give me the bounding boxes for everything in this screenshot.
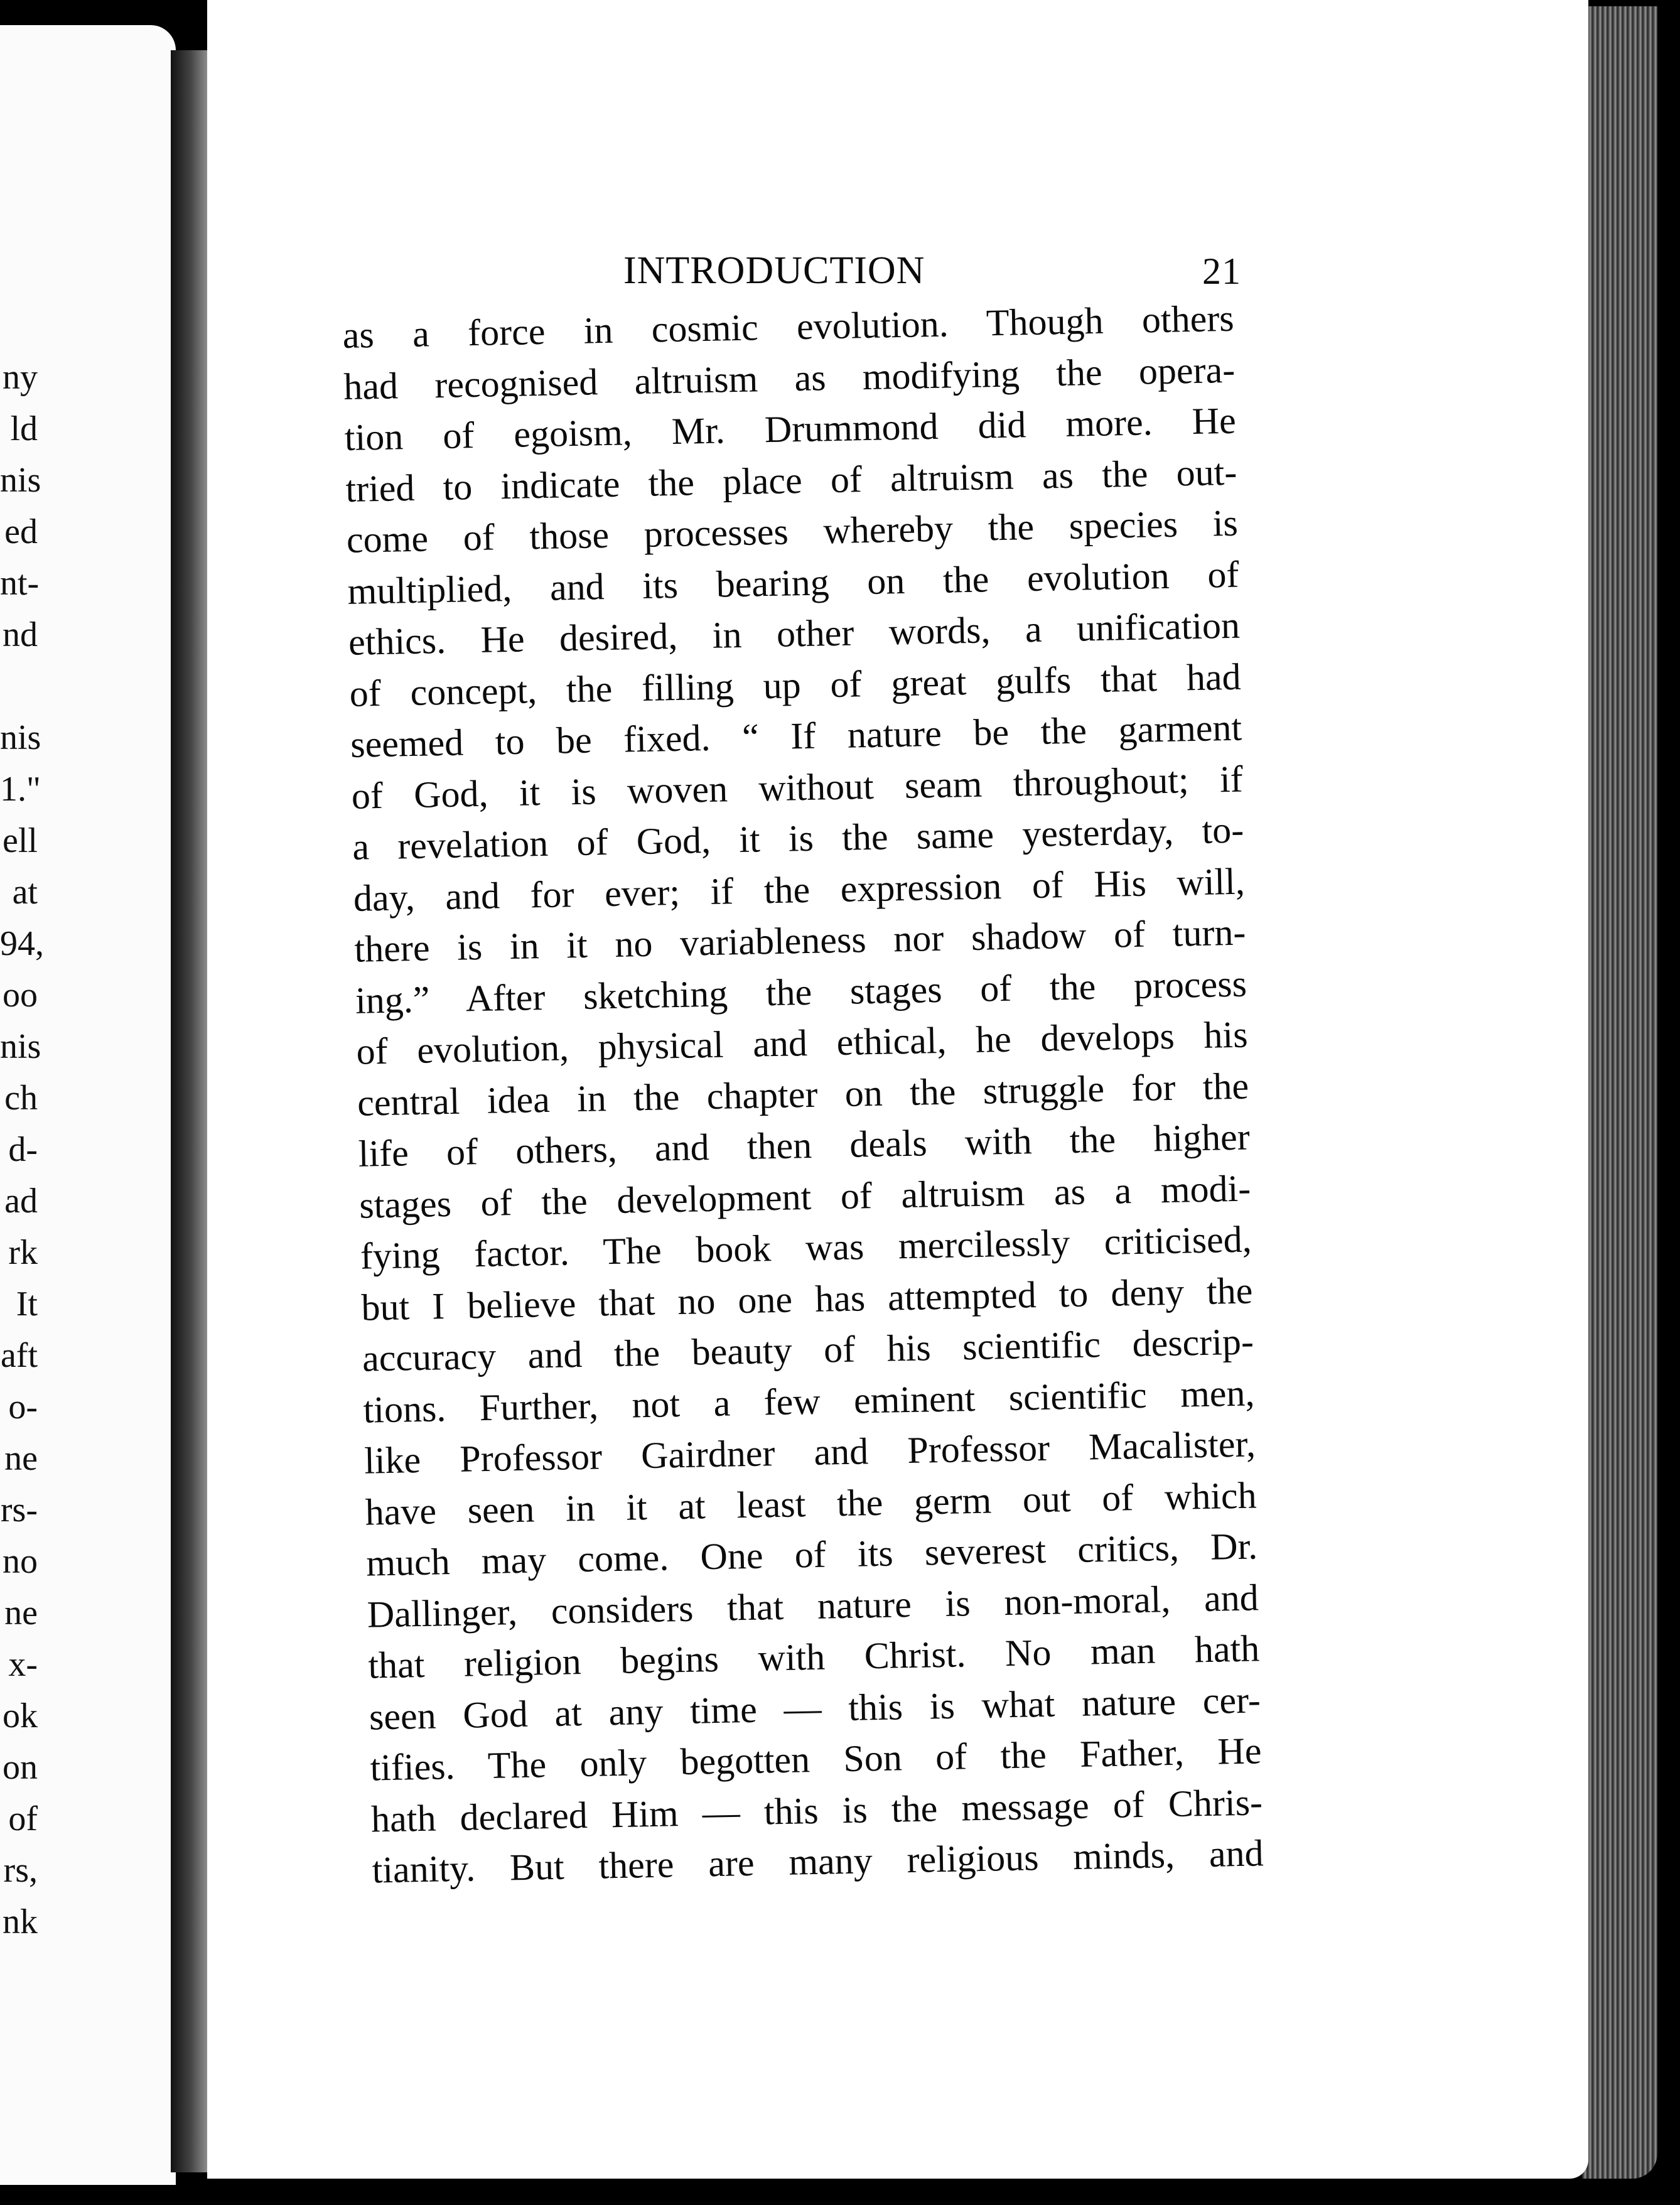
text-line: central idea in the chapter on the struggle for the	[357, 1065, 1249, 1124]
text-line: much may come. One of its severest critics, Dr.	[365, 1525, 1258, 1584]
text-line: stages of the development of altruism as a modi-	[358, 1167, 1251, 1226]
running-head	[342, 226, 1296, 301]
page-number: 21	[1202, 251, 1241, 292]
text-line: seen God at any time — this is what nature cer-	[369, 1678, 1261, 1738]
facing-page-fragment: ne	[4, 1439, 38, 1478]
text-line: accuracy and the beauty of his scientific descrip-	[362, 1320, 1254, 1379]
facing-page-fragment: ad	[4, 1182, 38, 1221]
facing-page-fragment: ny	[3, 358, 38, 397]
facing-page-fragment: of	[8, 1799, 38, 1838]
text-line: tried to indicate the place of altruism as the out-	[345, 451, 1237, 510]
page-edges	[1582, 6, 1657, 2179]
text-line: but I believe that no one has attempted to deny the	[360, 1269, 1253, 1329]
facing-page	[0, 25, 176, 2185]
text-line: as a force in cosmic evolution. Though others	[342, 297, 1235, 356]
facing-page-fragment: d-	[8, 1130, 38, 1169]
facing-page-fragment: ne	[4, 1593, 38, 1632]
facing-page-fragment: ld	[10, 409, 38, 448]
facing-page-fragment: aft	[0, 1336, 38, 1375]
facing-page-fragment: nd	[3, 615, 38, 654]
facing-page-fragment: rs,	[3, 1851, 38, 1890]
facing-page-fragment: oo	[3, 976, 38, 1015]
text-line: hath declared Him — this is the message of Chris-	[370, 1781, 1263, 1840]
facing-page-fragment	[0, 660, 38, 712]
page-content	[342, 226, 1296, 1897]
facing-page-fragment: on	[3, 1748, 38, 1787]
running-title: INTRODUCTION	[623, 249, 925, 292]
text-line: had recognised altruism as modifying the opera-	[343, 348, 1236, 407]
text-line: tion of egoism, Mr. Drummond did more. He	[344, 399, 1237, 458]
facing-page-fragment: ok	[3, 1696, 38, 1735]
text-line: tianity. But there are many religious minds, and	[372, 1832, 1264, 1891]
facing-page-fragment: nis	[0, 461, 41, 500]
text-line: that religion begins with Christ. No man hath	[367, 1627, 1260, 1686]
text-line: of evolution, physical and ethical, he develops his	[356, 1013, 1249, 1072]
facing-page-fragment: 94,	[0, 924, 44, 963]
text-line: ing.” After sketching the stages of the process	[355, 962, 1247, 1022]
text-line: come of those processes whereby the species is	[346, 502, 1239, 561]
facing-page-text-fragments	[0, 352, 44, 1948]
facing-page-fragment: no	[3, 1542, 38, 1581]
facing-page-fragment: It	[16, 1285, 38, 1324]
facing-page-fragment: rk	[8, 1233, 38, 1272]
text-line: life of others, and then deals with the higher	[358, 1116, 1251, 1175]
text-line: fying factor. The book was mercilessly criticised,	[360, 1218, 1252, 1277]
facing-page-fragment: 1."	[0, 770, 41, 809]
text-line: of God, it is woven without seam throughout; if	[351, 758, 1244, 817]
facing-page-fragment: o-	[8, 1388, 38, 1426]
facing-page-fragment: ch	[4, 1079, 38, 1118]
facing-page-fragment: at	[12, 873, 38, 912]
text-line: there is in it no variableness nor shadow of turn-	[353, 911, 1246, 970]
text-line: have seen in it at least the germ out of which	[365, 1474, 1257, 1533]
facing-page-fragment: ell	[3, 821, 38, 860]
text-line: of concept, the filling up of great gulfs that had	[349, 655, 1242, 714]
text-line: tions. Further, not a few eminent scientific men,	[362, 1371, 1255, 1431]
text-line: tifies. The only begotten Son of the Father, He	[369, 1730, 1262, 1789]
text-line: ethics. He desired, in other words, a unification	[348, 604, 1241, 663]
text-line: Dallinger, considers that nature is non-moral, and	[367, 1576, 1259, 1636]
facing-page-fragment: x-	[8, 1645, 38, 1684]
facing-page-fragment: ed	[4, 512, 38, 551]
body-text	[342, 292, 1327, 1896]
text-line: a revelation of God, it is the same yesterday, to-	[352, 809, 1244, 868]
facing-page-fragment: nis	[0, 718, 41, 757]
text-line: multiplied, and its bearing on the evolution of	[347, 553, 1239, 612]
facing-page-fragment: nt-	[0, 564, 40, 603]
text-line: seemed to be fixed. “ If nature be the garment	[350, 706, 1242, 765]
facing-page-fragment: nis	[0, 1027, 41, 1066]
facing-page-fragment: rs-	[0, 1491, 38, 1529]
facing-page-fragment: nk	[3, 1902, 38, 1941]
text-line: like Professor Gairdner and Professor Macalister,	[363, 1423, 1256, 1482]
text-line: day, and for ever; if the expression of His will,	[353, 860, 1246, 919]
